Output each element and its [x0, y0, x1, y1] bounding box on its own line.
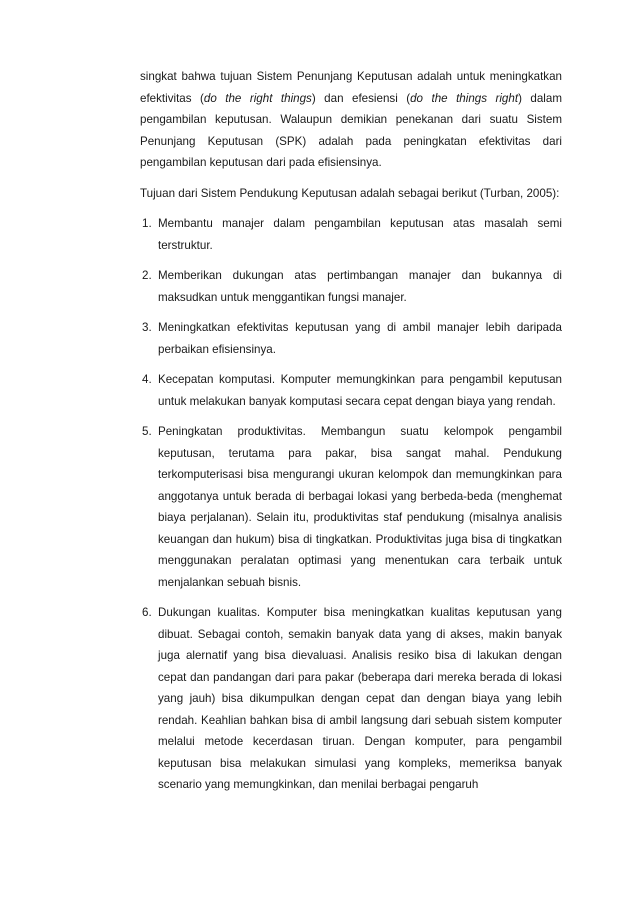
list-number: 3.: [142, 321, 152, 334]
list-number: 4.: [142, 373, 152, 386]
list-intro: Tujuan dari Sistem Pendukung Keputusan adalah sebagai berikut (Turban, 2005):: [140, 186, 560, 200]
list-item-1: [140, 213, 562, 256]
goals-list: [140, 213, 562, 796]
emphasis-do-the-right-things: do the right things: [203, 91, 312, 105]
list-item-3: [140, 317, 562, 360]
paragraph-text-1: singkat bahwa tujuan Sistem Penunjang Keputusan adalah untuk meningkatkan efektivitas (: [140, 70, 562, 105]
list-item-text: Dukungan kualitas. Komputer bisa meningkatkan kualitas keputusan yang dibuat. Sebagai contoh, semakin banyak data yang di akses, makin banyak juga alernatif yang bisa dievaluasi. Analisis resiko bisa di lakukan dengan cepat dan pandangan dari para pakar (beberapa dari mereka berada di lokasi yang jauh) bisa dikumpulkan dengan cepat dan dengan biaya yang lebih rendah. Keahlian bahkan bisa di ambil langsung dari sebuah sistem komputer melalui metode kecerdasan tiruan. Dengan komputer, para pengambil keputusan bisa melakukan simulasi yang kompleks, memeriksa banyak scenario yang memungkinkan, dan menilai berbagai pengaruh: [158, 606, 562, 791]
list-item-6: [140, 602, 562, 796]
list-item-5: [140, 421, 562, 593]
list-number: 1.: [142, 217, 152, 230]
paragraph-text-2: ) dan efesiensi (: [311, 91, 411, 105]
list-item-text: Memberikan dukungan atas pertimbangan manajer dan bukannya di maksudkan untuk menggantikan fungsi manajer.: [158, 269, 562, 304]
list-item-text: Meningkatkan efektivitas keputusan yang di ambil manajer lebih daripada perbaikan efisiensinya.: [158, 321, 562, 356]
list-item-2: [140, 265, 562, 308]
list-number: 2.: [142, 269, 152, 282]
paragraph-continuation: [140, 66, 562, 174]
list-item-text: Kecepatan komputasi. Komputer memungkinkan para pengambil keputusan untuk melakukan banyak komputasi secara cepat dengan biaya yang rendah.: [158, 373, 562, 408]
paragraph-text-3: ) dalam pengambilan keputusan. Walaupun demikian penekanan dari suatu Sistem Penunjang Keputusan (SPK) adalah pada peningkatan efektivitas dari pengambilan keputusan dari pada efisiensinya.: [140, 91, 562, 169]
list-item-4: [140, 369, 562, 412]
emphasis-do-the-things-right: do the things right: [410, 91, 519, 105]
list-item-text: Peningkatan produktivitas. Membangun suatu kelompok pengambil keputusan, terutama para pakar, bisa sangat mahal. Pendukung terkomputerisasi bisa mengurangi ukuran kelompok dan memungkinkan para anggotanya untuk berada di berbagai lokasi yang berbeda-beda (menghemat biaya perjalanan). Selain itu, produktivitas staf pendukung (misalnya analisis keuangan dan hukum) bisa di tingkatkan. Produktivitas juga bisa di tingkatkan menggunakan peralatan optimasi yang menentukan cara terbaik untuk menjalankan sebuah bisnis.: [158, 425, 562, 589]
list-item-text: Membantu manajer dalam pengambilan keputusan atas masalah semi terstruktur.: [158, 217, 562, 252]
list-number: 5.: [142, 425, 152, 438]
list-number: 6.: [142, 606, 152, 619]
